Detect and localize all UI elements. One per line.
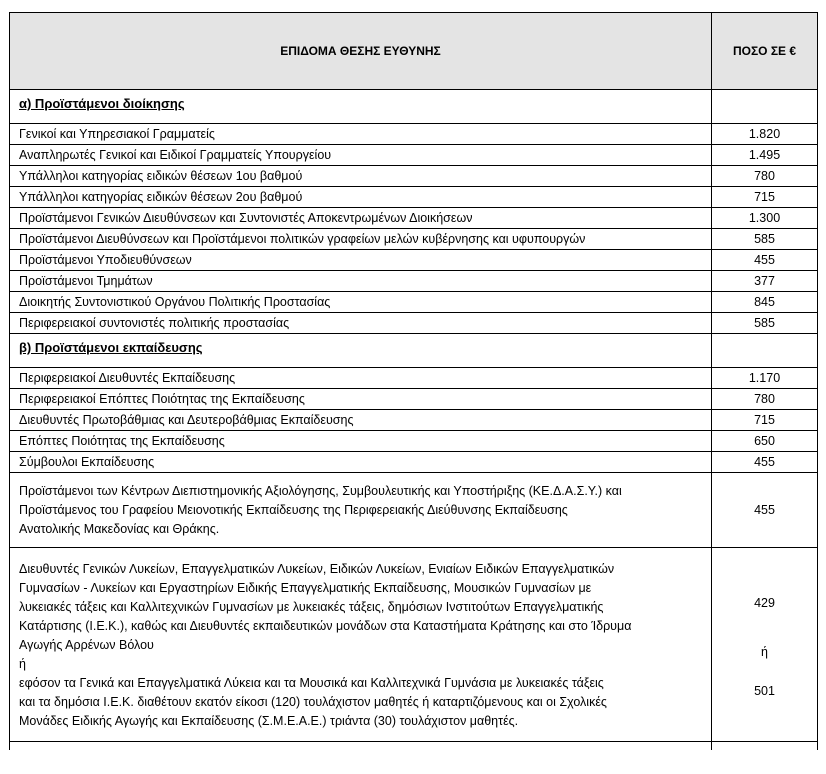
table-row — [10, 229, 818, 250]
section-b-spacer — [712, 334, 818, 368]
row-value: 715 — [712, 187, 818, 208]
table-row — [10, 208, 818, 229]
section-a-title: α) Προϊστάμενοι διοίκησης — [10, 90, 712, 124]
row-label: Αναπληρωτές Γενικοί και Ειδικοί Γραμματείς Υπουργείου — [10, 145, 712, 166]
row-value: 585 — [712, 313, 818, 334]
section-b-header — [10, 334, 818, 368]
row-label: Σύμβουλοι Εκπαίδευσης — [10, 452, 712, 473]
row-label: Υπάλληλοι κατηγορίας ειδικών θέσεων 1ου βαθμού — [10, 166, 712, 187]
table-row — [10, 389, 818, 410]
row-label: Περιφερειακοί Επόπτες Ποιότητας της Εκπαίδευσης — [10, 389, 712, 410]
table-row — [10, 368, 818, 389]
row-label: Προϊστάμενοι Τμημάτων — [10, 271, 712, 292]
row-value: 1.170 — [712, 368, 818, 389]
row-label: Περιφερειακοί Διευθυντές Εκπαίδευσης — [10, 368, 712, 389]
row-value: 780 — [712, 166, 818, 187]
tail-cell — [10, 742, 712, 751]
section-b-title: β) Προϊστάμενοι εκπαίδευσης — [10, 334, 712, 368]
row-value: 585 — [712, 229, 818, 250]
row-label: Προϊστάμενοι Υποδιευθύνσεων — [10, 250, 712, 271]
row-value: 1.300 — [712, 208, 818, 229]
directors-line: Αγωγής Αρρένων Βόλου — [19, 638, 154, 652]
table-row — [10, 166, 818, 187]
directors-value-or: ή — [761, 645, 768, 659]
row-value: 1.495 — [712, 145, 818, 166]
table-row — [10, 145, 818, 166]
kedasy-line: Ανατολικής Μακεδονίας και Θράκης. — [19, 521, 220, 536]
directors-value-2: 501 — [754, 684, 775, 698]
directors-line: Διευθυντές Γενικών Λυκείων, Επαγγελματικών Λυκείων, Ειδικών Λυκείων, Ενιαίων Ειδικών Επαγγελματικών — [19, 562, 615, 576]
section-a-header — [10, 90, 818, 124]
row-value: 715 — [712, 410, 818, 431]
directors-or: ή — [19, 657, 26, 671]
table-row — [10, 431, 818, 452]
table-row — [10, 410, 818, 431]
table-header-row — [10, 13, 818, 90]
kedasy-value: 455 — [712, 473, 818, 548]
table-row — [10, 452, 818, 473]
table-row — [10, 271, 818, 292]
directors-values — [712, 548, 818, 742]
directors-value-1: 429 — [754, 596, 775, 610]
row-label: Προϊστάμενοι Διευθύνσεων και Προϊστάμενοι πολιτικών γραφείων μελών κυβέρνησης και υφυπουργών — [10, 229, 712, 250]
section-a-spacer — [712, 90, 818, 124]
allowance-table — [9, 12, 818, 750]
row-label: Υπάλληλοι κατηγορίας ειδικών θέσεων 2ου βαθμού — [10, 187, 712, 208]
directors-line: Γυμνασίων - Λυκείων και Εργαστηρίων Ειδικής Επαγγελματικής Εκπαίδευσης, Μουσικών Γυμνασίων με — [19, 581, 592, 595]
header-position-allowance: ΕΠΙΔΟΜΑ ΘΕΣΗΣ ΕΥΘΥΝΗΣ — [10, 13, 712, 90]
row-value: 1.820 — [712, 124, 818, 145]
row-label: Γενικοί και Υπηρεσιακοί Γραμματείς — [10, 124, 712, 145]
kedasy-line: Προϊστάμενοι των Κέντρων Διεπιστημονικής Αξιολόγησης, Συμβουλευτικής και Υποστήριξης (ΚΕ.Δ.Α.Σ.Υ.) και — [19, 483, 622, 498]
directors-label — [10, 548, 712, 742]
row-value: 780 — [712, 389, 818, 410]
row-label: Διοικητής Συντονιστικού Οργάνου Πολιτικής Προστασίας — [10, 292, 712, 313]
row-value: 650 — [712, 431, 818, 452]
table-row — [10, 250, 818, 271]
row-label: Περιφερειακοί συντονιστές πολιτικής προστασίας — [10, 313, 712, 334]
directors-row — [10, 548, 818, 742]
row-value: 455 — [712, 250, 818, 271]
directors-line: λυκειακές τάξεις και Καλλιτεχνικών Γυμνασίων με λυκειακές τάξεις, δημόσιων Ινστιτούτων Επαγγελματικής — [19, 600, 604, 614]
table-row — [10, 124, 818, 145]
allowance-table-sheet — [9, 12, 817, 750]
kedasy-line: Προϊστάμενος του Γραφείου Μειονοτικής Εκπαίδευσης της Περιφερειακής Διεύθυνσης Εκπαίδευσης — [19, 502, 568, 517]
kedasy-row — [10, 473, 818, 548]
table-row — [10, 187, 818, 208]
table-row — [10, 292, 818, 313]
row-value: 455 — [712, 452, 818, 473]
header-amount-eur: ΠΟΣΟ ΣΕ € — [712, 13, 818, 90]
directors-condition-line: και τα δημόσια Ι.Ε.Κ. διαθέτουν εκατόν είκοσι (120) τουλάχιστον μαθητές ή καταρτιζόμενους και οι Σχολικές — [19, 695, 607, 709]
row-label: Προϊστάμενοι Γενικών Διευθύνσεων και Συντονιστές Αποκεντρωμένων Διοικήσεων — [10, 208, 712, 229]
directors-condition-line: Μονάδες Ειδικής Αγωγής και Εκπαίδευσης (Σ.Μ.Ε.Α.Ε.) τριάντα (30) τουλάχιστον μαθητές. — [19, 714, 519, 728]
directors-line: Κατάρτισης (Ι.Ε.Κ.), καθώς και Διευθυντές εκπαιδευτικών μονάδων στα Καταστήματα Κράτησης και στο Ίδρυμα — [19, 619, 632, 633]
row-label: Επόπτες Ποιότητας της Εκπαίδευσης — [10, 431, 712, 452]
table-row — [10, 313, 818, 334]
row-value: 377 — [712, 271, 818, 292]
tail-cell — [712, 742, 818, 751]
directors-condition-line: εφόσον τα Γενικά και Επαγγελματικά Λύκεια και τα Μουσικά και Καλλιτεχνικά Γυμνάσια με λυκειακές τάξεις — [19, 676, 604, 690]
kedasy-label — [10, 473, 712, 548]
table-tail-row — [10, 742, 818, 751]
row-value: 845 — [712, 292, 818, 313]
row-label: Διευθυντές Πρωτοβάθμιας και Δευτεροβάθμιας Εκπαίδευσης — [10, 410, 712, 431]
